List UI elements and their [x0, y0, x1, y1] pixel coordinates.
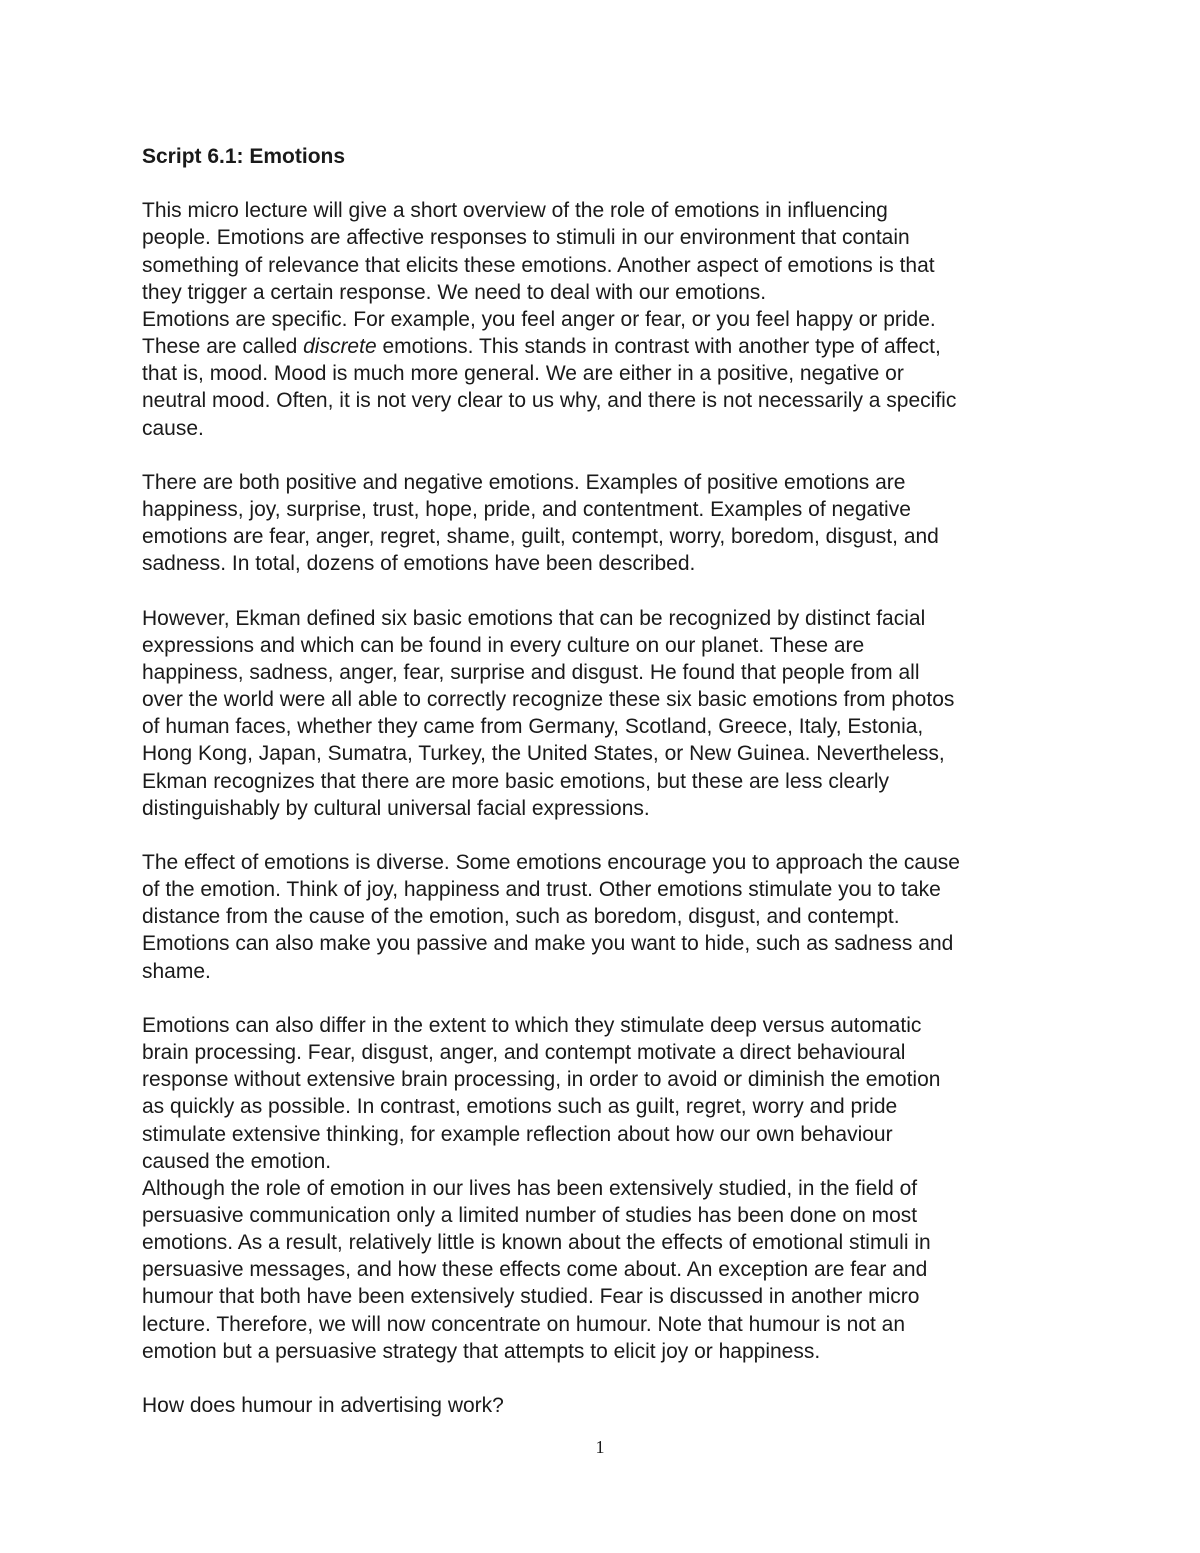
text-line: shame.	[142, 959, 211, 983]
text-line: distance from the cause of the emotion, such as boredom, disgust, and contempt.	[142, 905, 900, 929]
text-line: There are both positive and negative emotions. Examples of positive emotions are	[142, 470, 906, 494]
paragraph-persuasion	[142, 1175, 1072, 1365]
text-segment: These are called	[142, 335, 304, 359]
text-line: as quickly as possible. In contrast, emotions such as guilt, regret, worry and pride	[142, 1095, 898, 1119]
paragraph-positive-negative	[142, 469, 1072, 578]
document-body	[142, 143, 1072, 1419]
text-line: How does humour in advertising work?	[142, 1394, 504, 1418]
text-line: However, Ekman defined six basic emotions that can be recognized by distinct facial	[142, 606, 926, 630]
paragraph-specific-emotions	[142, 306, 1072, 442]
text-line: Although the role of emotion in our lives has been extensively studied, in the field of	[142, 1176, 918, 1200]
text-line: happiness, sadness, anger, fear, surprise and disgust. He found that people from all	[142, 660, 920, 684]
text-line: persuasive communication only a limited number of studies has been done on most	[142, 1204, 918, 1228]
text-line: emotion but a persuasive strategy that attempts to elicit joy or happiness.	[142, 1339, 821, 1363]
document-title: Script 6.1: Emotions	[142, 145, 346, 168]
text-line: they trigger a certain response. We need to deal with our emotions.	[142, 280, 767, 304]
text-line: Emotions are specific. For example, you feel anger or fear, or you feel happy or pride.	[142, 307, 936, 331]
text-line: people. Emotions are affective responses to stimuli in our environment that contain	[142, 226, 910, 250]
text-line: neutral mood. Often, it is not very clear to us why, and there is not necessarily a specific	[142, 389, 957, 413]
page-number: 1	[595, 1437, 605, 1457]
text-segment: emotions. This stands in contrast with another type of affect,	[376, 335, 941, 359]
text-line: lecture. Therefore, we will now concentrate on humour. Note that humour is not an	[142, 1312, 906, 1336]
text-line: distinguishably by cultural universal facial expressions.	[142, 796, 650, 820]
italic-term: discrete	[303, 335, 377, 359]
paragraph-effect	[142, 849, 1072, 985]
text-line: Emotions can also differ in the extent to which they stimulate deep versus automatic	[142, 1013, 922, 1037]
text-line: Emotions can also make you passive and make you want to hide, such as sadness and	[142, 932, 954, 956]
text-line: that is, mood. Mood is much more general. We are either in a positive, negative or	[142, 362, 904, 386]
text-line	[142, 333, 1072, 360]
text-line: response without extensive brain processing, in order to avoid or diminish the emotion	[142, 1068, 941, 1092]
text-line: emotions are fear, anger, regret, shame, guilt, contempt, worry, boredom, disgust, and	[142, 525, 939, 549]
text-line: stimulate extensive thinking, for example reflection about how our own behaviour	[142, 1122, 893, 1146]
text-line: of human faces, whether they came from Germany, Scotland, Greece, Italy, Estonia,	[142, 715, 924, 739]
paragraph-ekman	[142, 605, 1072, 822]
text-line: expressions and which can be found in every culture on our planet. These are	[142, 633, 865, 657]
text-line: cause.	[142, 416, 204, 440]
text-line: of the emotion. Think of joy, happiness and trust. Other emotions stimulate you to take	[142, 878, 941, 902]
text-line: Ekman recognizes that there are more basic emotions, but these are less clearly	[142, 769, 890, 793]
text-line: happiness, joy, surprise, trust, hope, pride, and contentment. Examples of negative	[142, 498, 911, 521]
paragraph-intro	[142, 197, 1072, 306]
text-line: sadness. In total, dozens of emotions have been described.	[142, 552, 696, 576]
text-line: This micro lecture will give a short overview of the role of emotions in influencing	[142, 199, 888, 223]
text-line: brain processing. Fear, disgust, anger, and contempt motivate a direct behavioural	[142, 1041, 906, 1065]
paragraph-question	[142, 1392, 1072, 1419]
text-line: caused the emotion.	[142, 1149, 332, 1173]
text-line: Hong Kong, Japan, Sumatra, Turkey, the United States, or New Guinea. Nevertheless,	[142, 742, 945, 766]
text-line: The effect of emotions is diverse. Some emotions encourage you to approach the cause	[142, 851, 960, 874]
text-line: emotions. As a result, relatively little is known about the effects of emotional stimuli in	[142, 1231, 931, 1255]
text-line: humour that both have been extensively studied. Fear is discussed in another micro	[142, 1285, 920, 1309]
paragraph-processing	[142, 1012, 1072, 1175]
text-line: persuasive messages, and how these effects come about. An exception are fear and	[142, 1258, 928, 1282]
text-line: something of relevance that elicits these emotions. Another aspect of emotions is that	[142, 253, 935, 277]
text-line: over the world were all able to correctly recognize these six basic emotions from photos	[142, 688, 955, 712]
